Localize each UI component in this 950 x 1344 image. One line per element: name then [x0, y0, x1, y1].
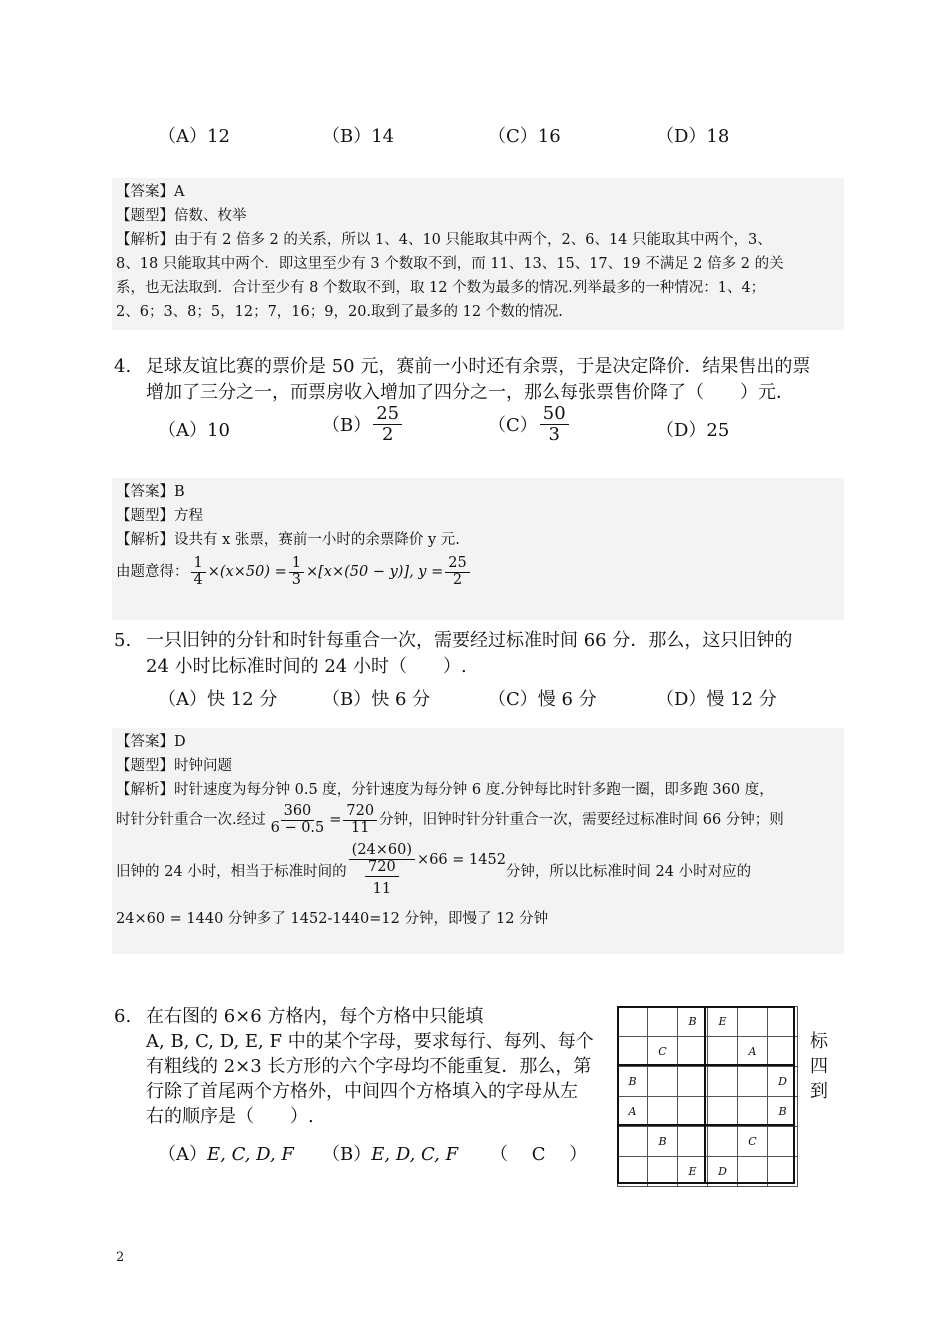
- q3-option-b: （B）14: [322, 126, 395, 147]
- grid-row: [618, 1007, 798, 1037]
- question-text: 在右图的 6×6 方格内，每个方格中只能填: [146, 1006, 484, 1027]
- side-text: 标: [810, 1031, 828, 1052]
- grid-cell: A: [738, 1037, 768, 1067]
- fraction: $\frac{50}{3}$: [540, 404, 569, 445]
- analysis-line: 8、18 只能取其中两个．即这里至少有 3 个数取不到，而 11、13、15、17、19 不满足 2 倍多 2 的关: [116, 256, 784, 272]
- grid-cell: [678, 1037, 708, 1067]
- grid-cell: [618, 1007, 648, 1037]
- question-text: 右的顺序是（ ）.: [146, 1106, 314, 1127]
- question-text: 有粗线的 2×3 长方形的六个字母均不能重复．那么，第: [146, 1056, 592, 1077]
- analysis-line: 2、6；3、8；5，12；7，16；9，20.取到了最多的 12 个数的情况.: [116, 304, 563, 320]
- analysis-line: 时针分针重合一次.经过 $\frac{360}{6 - 0.5}$ = $\frac{720}{11}$ 分钟，旧钟时针分针重合一次，需要经过标准时间 66 分钟；则: [116, 803, 784, 836]
- fraction: $\frac{25}{2}$: [373, 404, 402, 445]
- q6-option-a: （A）E, C, D, F: [158, 1144, 294, 1165]
- question-text: 一只旧钟的分针和时针每重合一次，需要经过标准时间 66 分．那么，这只旧钟的: [146, 630, 793, 651]
- grid-cell: [738, 1067, 768, 1097]
- analysis-line: 【解析】设共有 x 张票，赛前一小时的余票降价 y 元.: [116, 532, 460, 548]
- grid-cell: [618, 1157, 648, 1187]
- grid-row: [618, 1067, 798, 1097]
- grid-cell: [648, 1067, 678, 1097]
- grid-cell: [768, 1037, 798, 1067]
- grid-table: [617, 1006, 798, 1187]
- q4-option-c: [488, 404, 571, 445]
- grid-cell: [648, 1007, 678, 1037]
- grid-cell: C: [648, 1037, 678, 1067]
- grid-cell: [708, 1037, 738, 1067]
- answer-label: 【答案】A: [116, 184, 185, 200]
- grid-cell: [738, 1157, 768, 1187]
- q4-option-b: [322, 404, 404, 445]
- letter-grid: [617, 1006, 795, 1184]
- q5-option-c: （C）慢 6 分: [488, 689, 597, 710]
- q4-option-a: （A）10: [158, 420, 230, 441]
- side-text: 四: [810, 1056, 828, 1077]
- q3-option-d: （D）18: [656, 126, 730, 147]
- grid-cell: [738, 1007, 768, 1037]
- question-text: 行除了首尾两个方格外，中间四个方格填入的字母从左: [146, 1081, 578, 1102]
- grid-row: [618, 1097, 798, 1127]
- grid-cell: [708, 1067, 738, 1097]
- question-number: 5.: [114, 630, 132, 651]
- answer-label: 【答案】D: [116, 734, 186, 750]
- grid-cell: [738, 1097, 768, 1127]
- q3-option-a: （A）12: [158, 126, 230, 147]
- grid-cell: E: [708, 1007, 738, 1037]
- grid-cell: B: [648, 1127, 678, 1157]
- question-text: 24 小时比标准时间的 24 小时（ ）.: [146, 656, 467, 677]
- question-text: 足球友谊比赛的票价是 50 元，赛前一小时还有余票，于是决定降价．结果售出的票: [146, 356, 811, 377]
- grid-cell: B: [768, 1097, 798, 1127]
- grid-cell: D: [768, 1067, 798, 1097]
- question-number: 6.: [114, 1006, 132, 1027]
- page-number: 2: [116, 1250, 125, 1265]
- grid-row: [618, 1127, 798, 1157]
- grid-row: [618, 1157, 798, 1187]
- option-label: （B）: [322, 415, 372, 437]
- grid-cell: [678, 1097, 708, 1127]
- grid-cell: A: [618, 1097, 648, 1127]
- q6-option-b: （B）E, D, C, F: [322, 1144, 459, 1165]
- grid-cell: [768, 1127, 798, 1157]
- q5-option-d: （D）慢 12 分: [656, 689, 777, 710]
- grid-cell: [708, 1097, 738, 1127]
- q5-option-a: （A）快 12 分: [158, 689, 278, 710]
- grid-cell: [708, 1127, 738, 1157]
- question-type: 【题型】倍数、枚举: [116, 208, 247, 224]
- grid-cell: B: [618, 1067, 648, 1097]
- q3-option-c: （C）16: [488, 126, 561, 147]
- grid-cell: [618, 1037, 648, 1067]
- analysis-line: 系，也无法取到．合计至少有 8 个数取不到，取 12 个数为最多的情况.列举最多的一种情况：1、4；: [116, 280, 766, 296]
- grid-cell: C: [738, 1127, 768, 1157]
- answer-block-3: [112, 178, 844, 330]
- grid-cell: D: [708, 1157, 738, 1187]
- grid-cell: [648, 1157, 678, 1187]
- option-label: （C）: [488, 415, 538, 437]
- question-text: A, B, C, D, E, F 中的某个字母，要求每行、每列、每个: [146, 1031, 594, 1052]
- analysis-line: 旧钟的 24 小时，相当于标准时间的 $\frac{(24\times 60)}{720}$ ×66 = 1452 11 分钟，所以比标准时间 24 小时对应的: [116, 841, 752, 897]
- question-text: 增加了三分之一，而票房收入增加了四分之一，那么每张票售价降了（ ）元．: [146, 382, 794, 403]
- q4-option-d: （D）25: [656, 420, 730, 441]
- grid-cell: [648, 1097, 678, 1127]
- question-type: 【题型】时钟问题: [116, 758, 232, 774]
- answer-block-4: [112, 478, 844, 620]
- grid-row: [618, 1037, 798, 1067]
- analysis-line: 【解析】由于有 2 倍多 2 的关系，所以 1、4、10 只能取其中两个，2、6、14 只能取其中两个，3、: [116, 232, 772, 248]
- analysis-line: 24×60 = 1440 分钟多了 1452-1440=12 分钟，即慢了 12 分钟: [116, 910, 549, 927]
- grid-cell: [768, 1157, 798, 1187]
- question-number: 4.: [114, 356, 132, 377]
- side-text: 到: [810, 1081, 828, 1102]
- answer-label: 【答案】B: [116, 484, 185, 500]
- grid-cell: [618, 1127, 648, 1157]
- grid-cell: [678, 1127, 708, 1157]
- q5-option-b: （B）快 6 分: [322, 689, 431, 710]
- q6-option-c: （ C ）: [490, 1144, 588, 1165]
- equation: 由题意得： $\frac{1}{4}$ ×(x×50) = $\frac{1}{3}$ ×[x×(50 − y)], y = $\frac{25}{2}$: [116, 556, 844, 589]
- analysis-line: 【解析】时针速度为每分钟 0.5 度，分针速度为每分钟 6 度.分钟每比时针多跑一圈，即多跑 360 度，: [116, 782, 774, 798]
- grid-cell: B: [678, 1007, 708, 1037]
- grid-cell: [678, 1067, 708, 1097]
- answer-block-5: [112, 728, 844, 954]
- question-type: 【题型】方程: [116, 508, 203, 524]
- grid-cell: [768, 1007, 798, 1037]
- grid-cell: E: [678, 1157, 708, 1187]
